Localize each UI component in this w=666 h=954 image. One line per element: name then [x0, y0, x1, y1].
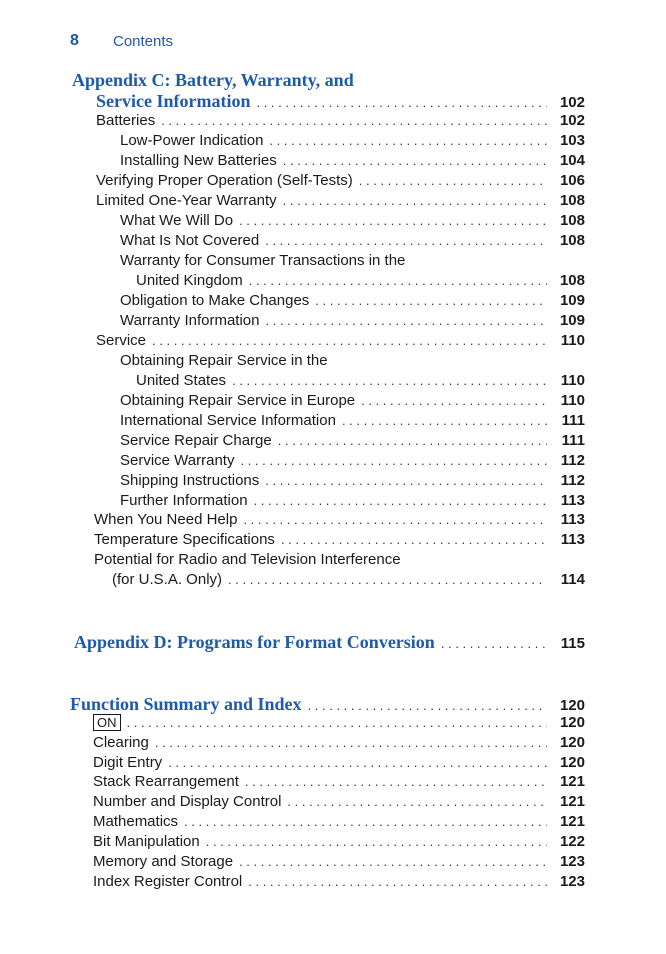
toc-entry[interactable]: [120, 212, 585, 232]
toc-entry[interactable]: [94, 531, 585, 551]
page-ref: 121: [559, 773, 585, 790]
entry-label: Service Repair Charge: [120, 432, 272, 449]
page-ref: 104: [559, 152, 585, 169]
entry-label: Further Information: [120, 492, 248, 509]
page-ref: 111: [561, 412, 585, 429]
entry-label: United Kingdom: [136, 272, 243, 289]
toc-entry[interactable]: [120, 452, 585, 472]
toc-entry[interactable]: [120, 312, 585, 332]
toc-entry[interactable]: [94, 511, 585, 531]
page-ref: 110: [560, 392, 585, 409]
toc-entry[interactable]: [93, 833, 585, 853]
page-ref: 109: [559, 292, 585, 309]
toc-entry[interactable]: [96, 172, 585, 192]
toc-entry[interactable]: [120, 432, 585, 452]
on-key: ON: [93, 714, 121, 731]
entry-label: Temperature Specifications: [94, 531, 275, 548]
entry-label: Installing New Batteries: [120, 152, 277, 169]
entry-label: Clearing: [93, 734, 149, 751]
page-ref: 106: [559, 172, 585, 189]
entry-label: Service: [96, 332, 147, 349]
page-ref: 120: [559, 734, 585, 751]
toc-entry[interactable]: [93, 734, 585, 754]
page-ref: 110: [560, 372, 585, 389]
toc-entry[interactable]: [120, 412, 585, 432]
page-ref: 113: [560, 511, 585, 528]
page-ref: 108: [559, 272, 585, 289]
entry-label: Low-Power Indication: [120, 132, 264, 149]
page-ref: 123: [559, 853, 585, 870]
page-ref: 102: [559, 112, 585, 129]
toc-entry[interactable]: [120, 392, 585, 412]
page-ref: 103: [559, 132, 585, 149]
toc-entry[interactable]: [93, 853, 585, 873]
entry-label: Warranty Information: [120, 312, 260, 329]
entry-label: Memory and Storage: [93, 853, 234, 870]
page-ref: 113: [560, 531, 585, 548]
page-ref: 114: [560, 571, 585, 588]
page-ref: 120: [559, 697, 585, 714]
page-ref: 112: [560, 472, 585, 489]
toc-entry[interactable]: [96, 192, 585, 212]
page-ref: 122: [559, 833, 585, 850]
entry-label: Index Register Control: [93, 873, 243, 890]
toc-entry[interactable]: [120, 132, 585, 152]
entry-label: Verifying Proper Operation (Self-Tests): [96, 172, 353, 189]
entry-label: Warranty for Consumer Transactions in the: [120, 252, 406, 269]
entry-label: What We Will Do: [120, 212, 234, 229]
appendix-d-title: Appendix D: Programs for Format Conversion: [74, 632, 435, 652]
appendix-c-title-line2: Service Information: [96, 91, 251, 111]
page-ref: 108: [559, 212, 585, 229]
entry-label: Obtaining Repair Service in Europe: [120, 392, 356, 409]
entry-label: Stack Rearrangement: [93, 773, 239, 790]
entry-label: (for U.S.A. Only): [112, 571, 223, 588]
toc-entry[interactable]: [120, 472, 585, 492]
entry-label: United States: [136, 372, 227, 389]
page-ref: 123: [559, 873, 585, 890]
page-ref: 110: [560, 332, 585, 349]
running-header: Contents: [113, 33, 174, 50]
entry-label: When You Need Help: [94, 511, 238, 528]
page-ref: 120: [559, 714, 585, 731]
page-ref: 113: [560, 492, 585, 509]
toc-entry[interactable]: [120, 492, 585, 512]
entry-label: Digit Entry: [93, 754, 163, 771]
page-ref: 112: [560, 452, 585, 469]
appendix-c-title: Appendix C: Battery, Warranty, and: [72, 70, 354, 90]
entry-label: Obligation to Make Changes: [120, 292, 310, 309]
page-number: 8: [70, 32, 79, 49]
page-ref: 109: [559, 312, 585, 329]
toc-entry[interactable]: [120, 152, 585, 172]
toc-entry[interactable]: [112, 571, 585, 591]
toc-entry[interactable]: [136, 372, 585, 392]
page-ref: 120: [559, 754, 585, 771]
entry-label: Bit Manipulation: [93, 833, 200, 850]
toc-entry[interactable]: [93, 714, 585, 734]
page-ref: 115: [560, 635, 585, 652]
page-ref: 108: [559, 192, 585, 209]
page-ref: 108: [559, 232, 585, 249]
toc-entry[interactable]: [96, 332, 585, 352]
toc-entry[interactable]: [93, 813, 585, 833]
page-ref: 121: [559, 813, 585, 830]
toc-entry[interactable]: [93, 873, 585, 893]
page-ref: 102: [559, 94, 585, 111]
entry-label: Batteries: [96, 112, 156, 129]
toc-entry[interactable]: [120, 292, 585, 312]
page-ref: 121: [559, 793, 585, 810]
entry-label: Limited One-Year Warranty: [96, 192, 277, 209]
entry-label: Mathematics: [93, 813, 179, 830]
entry-label: What Is Not Covered: [120, 232, 260, 249]
toc-entry[interactable]: [74, 632, 585, 652]
toc-entry[interactable]: [70, 694, 585, 714]
toc-entry[interactable]: [120, 232, 585, 252]
toc-entry[interactable]: [136, 272, 585, 292]
entry-label: Number and Display Control: [93, 793, 282, 810]
toc-entry[interactable]: [96, 112, 585, 132]
entry-label: International Service Information: [120, 412, 336, 429]
entry-label: Obtaining Repair Service in the: [120, 352, 328, 369]
function-summary-title: Function Summary and Index: [70, 694, 302, 714]
toc-entry[interactable]: [93, 793, 585, 813]
toc-entry[interactable]: [96, 91, 585, 111]
toc-entry[interactable]: [93, 773, 585, 793]
page-ref: 111: [561, 432, 585, 449]
toc-entry[interactable]: [93, 754, 585, 774]
entry-label: Shipping Instructions: [120, 472, 260, 489]
entry-label: Service Warranty: [120, 452, 235, 469]
entry-label: Potential for Radio and Television Interference: [94, 551, 401, 568]
